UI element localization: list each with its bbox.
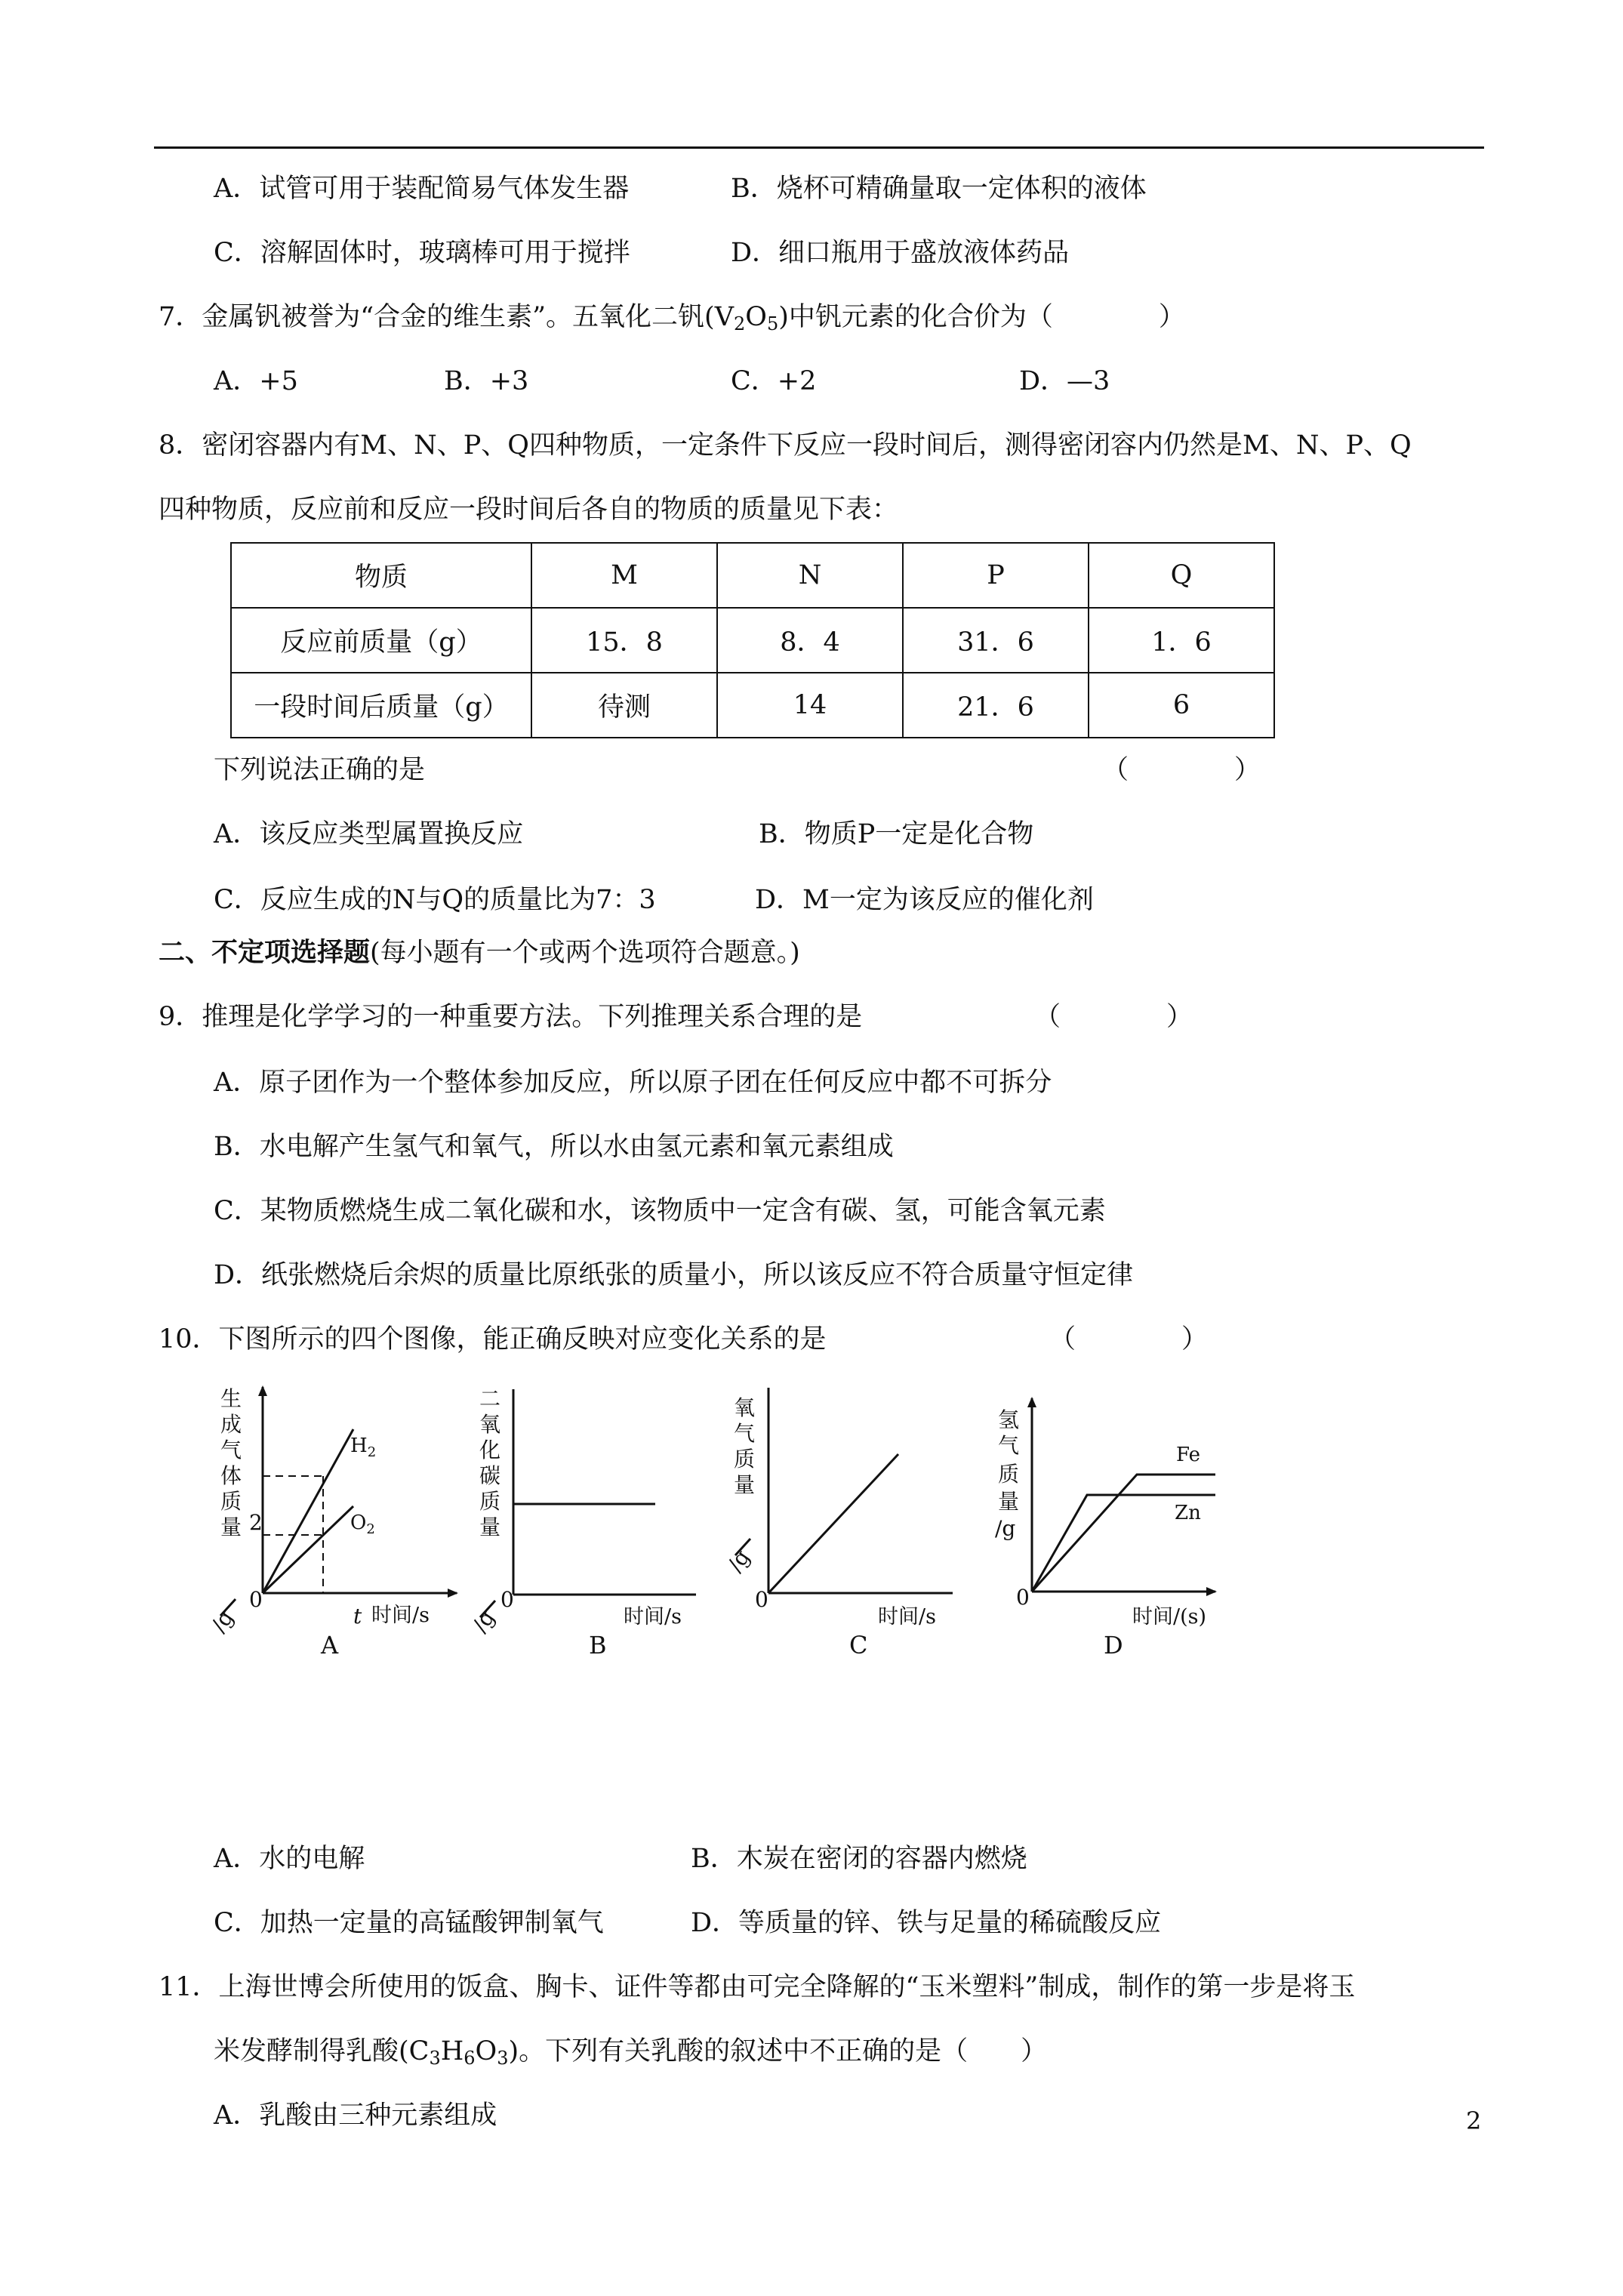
q10-option-d: D．等质量的锌、铁与足量的稀硫酸反应: [691, 1908, 1162, 1938]
q8-option-a: A．该反应类型属置换反应: [214, 819, 524, 849]
graph-c-yunit: /g: [722, 1545, 755, 1576]
table-cell: 待测: [531, 673, 717, 738]
graph-a-ytick: 2: [249, 1510, 263, 1535]
q11-option-a: A．乳酸由三种元素组成: [214, 2100, 497, 2131]
graph-c-ylabel-2: 气: [734, 1421, 756, 1446]
series-label-zn: Zn: [1175, 1502, 1201, 1524]
graph-a-xlabel: 时间/s: [371, 1604, 430, 1627]
q7-option-b: B．+3: [444, 366, 529, 396]
table-cell: 31．6: [903, 608, 1089, 673]
q8-text-line1: 8．密闭容器内有M、N、P、Q四种物质，一定条件下反应一段时间后，测得密闭容内仍然是M、N、P、Q: [159, 430, 1412, 461]
table-cell: 1．6: [1089, 608, 1274, 673]
graph-b-xlabel: 时间/s: [624, 1605, 682, 1629]
graph-a-yunit: /g: [206, 1605, 239, 1637]
table-cell: 8．4: [717, 608, 903, 673]
graph-a-ylabel-4: 体: [220, 1463, 242, 1488]
graph-c-caption: C: [849, 1631, 868, 1660]
graph-d-ylabel-3: 质: [998, 1462, 1020, 1487]
q10-option-b: B．木炭在密闭的容器内燃烧: [691, 1844, 1027, 1874]
graph-b-ylabel-6: 量: [479, 1515, 501, 1539]
page-number: 2: [1466, 2106, 1482, 2135]
graph-d-ylabel-5: /g: [995, 1516, 1016, 1541]
table-cell: P: [903, 543, 1089, 608]
q7-text: 7．金属钒被誉为“合金的维生素”。五氧化二钒$(V_2O_5)$中钒元素的化合价为（ ）: [159, 302, 1185, 334]
graph-a-line-o2: [263, 1506, 353, 1593]
q9-option-b: B．水电解产生氢气和氧气，所以水由氢元素和氧元素组成: [214, 1132, 894, 1162]
table-cell: Q: [1089, 543, 1274, 608]
series-label-o2: $O_2$: [350, 1512, 375, 1537]
graph-d-ylabel-1: 氢: [998, 1407, 1020, 1432]
q6-option-b: B．烧杯可精确量取一定体积的液体: [731, 174, 1147, 204]
q11-text-line2: 米发酵制得乳酸$(C_3H_6O_3)$。下列有关乳酸的叙述中不正确的是（ ）: [214, 2036, 1048, 2069]
graph-a: [206, 1386, 430, 1660]
q9-answer-bracket: （ ）: [1034, 1002, 1193, 1032]
q9-option-d: D．纸张燃烧后余烬的质量比原纸张的质量小，所以该反应不符合质量守恒定律: [214, 1260, 1134, 1290]
graph-c-ylabel-4: 量: [734, 1472, 756, 1497]
graph-c-xlabel: 时间/s: [878, 1605, 936, 1629]
q6-option-c: C．溶解固体时，玻璃棒可用于搅拌: [214, 238, 630, 268]
q9-option-a: A．原子团作为一个整体参加反应，所以原子团在任何反应中都不可拆分: [214, 1068, 1052, 1098]
graph-d-caption: D: [1104, 1631, 1123, 1660]
q7-option-c: C．+2: [731, 366, 817, 396]
q9-text: 9．推理是化学学习的一种重要方法。下列推理关系合理的是: [159, 1002, 863, 1032]
graph-a-xtick: t: [353, 1604, 362, 1629]
graph-c-ylabel-1: 氧: [734, 1395, 756, 1420]
graph-b-origin: 0: [500, 1587, 514, 1612]
graph-b-ylabel-1: 二: [479, 1386, 501, 1411]
series-label-o2-text: 2: [366, 1521, 375, 1537]
table-cell: 物质: [231, 543, 531, 608]
graph-d-origin: 0: [1016, 1585, 1030, 1610]
graph-a-ylabel-1: 生: [220, 1386, 242, 1411]
graph-c-origin: 0: [755, 1587, 768, 1612]
q10-option-c: C．加热一定量的高锰酸钾制氧气: [214, 1908, 604, 1938]
q10-option-a: A．水的电解: [214, 1844, 365, 1874]
graph-a-ylabel-3: 气: [220, 1438, 242, 1462]
graph-b-ylabel-3: 化: [479, 1438, 501, 1462]
table-cell: M: [531, 543, 717, 608]
table-cell: 反应前质量（g）: [231, 608, 531, 673]
q8-text-line2: 四种物质，反应前和反应一段时间后各自的物质的质量见下表：: [159, 495, 899, 525]
q10-answer-bracket: （ ）: [1049, 1324, 1209, 1354]
table-cell: 6: [1089, 673, 1274, 738]
graph-b-yunit: /g: [467, 1605, 500, 1637]
table-cell: 14: [717, 673, 903, 738]
graph-a-ylabel-2: 成: [220, 1412, 242, 1437]
series-label-h2-text: 2: [367, 1444, 377, 1460]
q8-prompt: 下列说法正确的是: [214, 755, 426, 785]
series-label-fe: Fe: [1176, 1444, 1201, 1466]
q8-option-d: D．M一定为该反应的催化剂: [755, 885, 1094, 915]
q11-text-line1: 11．上海世博会所使用的饭盒、胸卡、证件等都由可完全降解的“玉米塑料”制成，制作的第一步是将玉: [159, 1972, 1356, 2002]
section-title: 二、不定项选择题(每小题有一个或两个选项符合题意。): [159, 937, 800, 968]
graph-d: [995, 1407, 1206, 1660]
table-cell: N: [717, 543, 903, 608]
q10-text: 10．下图所示的四个图像，能正确反映对应变化关系的是: [159, 1324, 827, 1354]
graph-b: [467, 1386, 682, 1660]
graph-c-ylabel-3: 质: [734, 1447, 756, 1472]
graph-d-ylabel-4: 量: [998, 1489, 1020, 1514]
q6-option-a: A．试管可用于装配简易气体发生器: [214, 174, 630, 204]
graph-a-ylabel-6: 量: [220, 1515, 242, 1539]
q8-answer-bracket: （ ）: [1102, 755, 1261, 785]
series-label-h2: $H_2$: [350, 1435, 377, 1460]
graph-b-ylabel-4: 碳: [479, 1463, 501, 1488]
table-cell: 一段时间后质量（g）: [231, 673, 531, 738]
table-cell: 15．8: [531, 608, 717, 673]
q9-option-c: C．某物质燃烧生成二氧化碳和水，该物质中一定含有碳、氢，可能含氧元素: [214, 1196, 1106, 1226]
q8-option-c: C．反应生成的N与Q的质量比为7：3: [214, 885, 656, 915]
q8-option-b: B．物质P一定是化合物: [759, 819, 1034, 849]
graph-a-caption: A: [321, 1631, 339, 1660]
q6-option-d: D．细口瓶用于盛放液体药品: [731, 238, 1070, 268]
table-cell: 21．6: [903, 673, 1089, 738]
graph-d-xlabel: 时间/(s): [1132, 1605, 1207, 1629]
graph-a-line-h2: [263, 1429, 353, 1593]
graph-b-ylabel-5: 质: [479, 1489, 501, 1514]
graph-d-line-fe: [1032, 1475, 1215, 1592]
q7-option-a: A．+5: [214, 366, 298, 396]
graph-c-line: [768, 1454, 898, 1593]
graph-b-caption: B: [589, 1631, 607, 1660]
graph-d-ylabel-2: 气: [998, 1433, 1020, 1458]
graph-a-ylabel-5: 质: [220, 1489, 242, 1514]
graph-b-ylabel-2: 氧: [479, 1412, 501, 1437]
q7-option-d: D．—3: [1019, 366, 1110, 396]
graph-a-origin: 0: [249, 1587, 263, 1612]
